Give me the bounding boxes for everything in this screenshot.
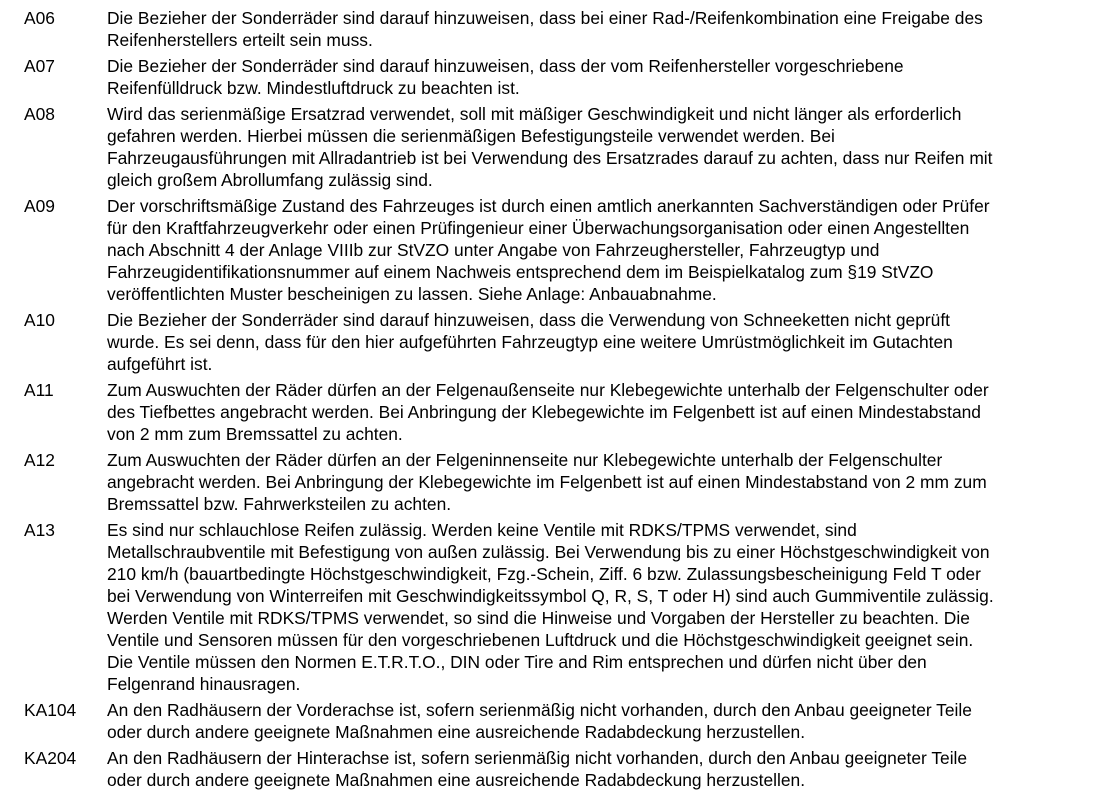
text-line: für den Kraftfahrzeugverkehr oder einen Prüfingenieur einer Überwachungsorganisation oder einen Angestellten (107, 218, 970, 238)
requirement-entry (0, 379, 1104, 445)
text-line: Metallschraubventile mit Befestigung von außen zulässig. Bei Verwendung bis zu einer Höchstgeschwindigkeit von (107, 542, 990, 562)
requirement-text (107, 55, 1104, 99)
requirement-code: KA204 (24, 748, 77, 768)
text-line: Zum Auswuchten der Räder dürfen an der Felgeninnenseite nur Klebegewichte unterhalb der Felgenschulter (107, 450, 943, 470)
text-line: Zum Auswuchten der Räder dürfen an der Felgenaußenseite nur Klebegewichte unterhalb der Felgenschulter oder (107, 380, 989, 400)
text-line: Felgenrand hinausragen. (107, 674, 301, 694)
requirement-text (107, 195, 1104, 305)
requirement-text (107, 7, 1104, 51)
requirement-text (107, 747, 1104, 791)
text-line: von 2 mm zum Bremssattel zu achten. (107, 424, 403, 444)
requirement-text (107, 449, 1104, 515)
text-line: Fahrzeugidentifikationsnummer auf einem Nachweis entsprechend dem im Beispielkatalog zum §19 StVZO (107, 262, 934, 282)
text-line: Wird das serienmäßige Ersatzrad verwendet, soll mit mäßiger Geschwindigkeit und nicht länger als erforderlich (107, 104, 962, 124)
text-line: angebracht werden. Bei Anbringung der Klebegewichte im Felgenbett ist auf einen Mindestabstand von 2 mm zum (107, 472, 987, 492)
text-line: Die Bezieher der Sonderräder sind darauf hinzuweisen, dass der vom Reifenhersteller vorgeschriebene (107, 56, 904, 76)
requirement-text (107, 309, 1104, 375)
text-line: Der vorschriftsmäßige Zustand des Fahrzeuges ist durch einen amtlich anerkannten Sachverständigen oder Prüfer (107, 196, 990, 216)
requirement-code: A08 (24, 104, 55, 124)
text-line: 210 km/h (bauartbedingte Höchstgeschwindigkeit, Fzg.-Schein, Ziff. 6 bzw. Zulassungsbescheinigung Feld T oder (107, 564, 981, 584)
requirement-entry (0, 195, 1104, 305)
text-line: An den Radhäusern der Vorderachse ist, sofern serienmäßig nicht vorhanden, durch den Anbau geeigneter Teile (107, 700, 972, 720)
text-line: Werden Ventile mit RDKS/TPMS verwendet, so sind die Hinweise und Vorgaben der Hersteller zu beachten. Die (107, 608, 970, 628)
text-line: gefahren werden. Hierbei müssen die serienmäßigen Befestigungsteile verwendet werden. Bei (107, 126, 835, 146)
requirement-text (107, 379, 1104, 445)
text-line: oder durch andere geeignete Maßnahmen eine ausreichende Radabdeckung herzustellen. (107, 722, 806, 742)
requirement-text (107, 103, 1104, 191)
requirement-text (107, 519, 1104, 695)
requirement-code: A10 (24, 310, 55, 330)
requirement-code: A13 (24, 520, 55, 540)
requirement-code: A09 (24, 196, 55, 216)
text-line: des Tiefbettes angebracht werden. Bei Anbringung der Klebegewichte im Felgenbett ist auf einen Mindestabstand (107, 402, 981, 422)
requirement-code: A12 (24, 450, 55, 470)
requirement-entry (0, 699, 1104, 743)
requirement-text (107, 699, 1104, 743)
requirement-code: A06 (24, 8, 55, 28)
text-line: gleich großem Abrollumfang zulässig sind. (107, 170, 433, 190)
text-line: Reifenherstellers erteilt sein muss. (107, 30, 373, 50)
text-line: wurde. Es sei denn, dass für den hier aufgeführten Fahrzeugtyp eine weitere Umrüstmöglichkeit im Gutachten (107, 332, 953, 352)
text-line: oder durch andere geeignete Maßnahmen eine ausreichende Radabdeckung herzustellen. (107, 770, 806, 790)
text-line: Reifenfülldruck bzw. Mindestluftdruck zu beachten ist. (107, 78, 520, 98)
text-line: Es sind nur schlauchlose Reifen zulässig. Werden keine Ventile mit RDKS/TPMS verwendet, sind (107, 520, 857, 540)
text-line: nach Abschnitt 4 der Anlage VIIIb zur StVZO unter Angabe von Fahrzeughersteller, Fahrzeugtyp und (107, 240, 880, 260)
requirement-entry (0, 519, 1104, 695)
requirement-entry (0, 747, 1104, 791)
text-line: aufgeführt ist. (107, 354, 213, 374)
text-line: Die Bezieher der Sonderräder sind darauf hinzuweisen, dass die Verwendung von Schneeketten nicht geprüft (107, 310, 951, 330)
text-line: Bremssattel bzw. Fahrwerksteilen zu achten. (107, 494, 452, 514)
text-line: bei Verwendung von Winterreifen mit Geschwindigkeitssymbol Q, R, S, T oder H) sind auch Gummiventile zulässig. (107, 586, 994, 606)
text-line: An den Radhäusern der Hinterachse ist, sofern serienmäßig nicht vorhanden, durch den Anbau geeigneter Teile (107, 748, 968, 768)
requirement-entry (0, 103, 1104, 191)
text-line: Fahrzeugausführungen mit Allradantrieb ist bei Verwendung des Ersatzrades darauf zu achten, dass nur Reifen mit (107, 148, 993, 168)
text-line: Die Bezieher der Sonderräder sind darauf hinzuweisen, dass bei einer Rad-/Reifenkombination eine Freigabe des (107, 8, 983, 28)
text-line: Ventile und Sensoren müssen für den vorgeschriebenen Luftdruck und die Höchstgeschwindigkeit geeignet sein. (107, 630, 974, 650)
requirement-code: KA104 (24, 700, 77, 720)
requirement-code: A11 (24, 380, 54, 400)
requirement-entry (0, 7, 1104, 51)
requirement-entry (0, 449, 1104, 515)
requirement-entry (0, 309, 1104, 375)
text-line: veröffentlichten Muster bescheinigen zu lassen. Siehe Anlage: Anbauabnahme. (107, 284, 717, 304)
requirement-entry (0, 55, 1104, 99)
requirement-code: A07 (24, 56, 55, 76)
text-line: Die Ventile müssen den Normen E.T.R.T.O., DIN oder Tire and Rim entsprechen und dürfen nicht über den (107, 652, 927, 672)
